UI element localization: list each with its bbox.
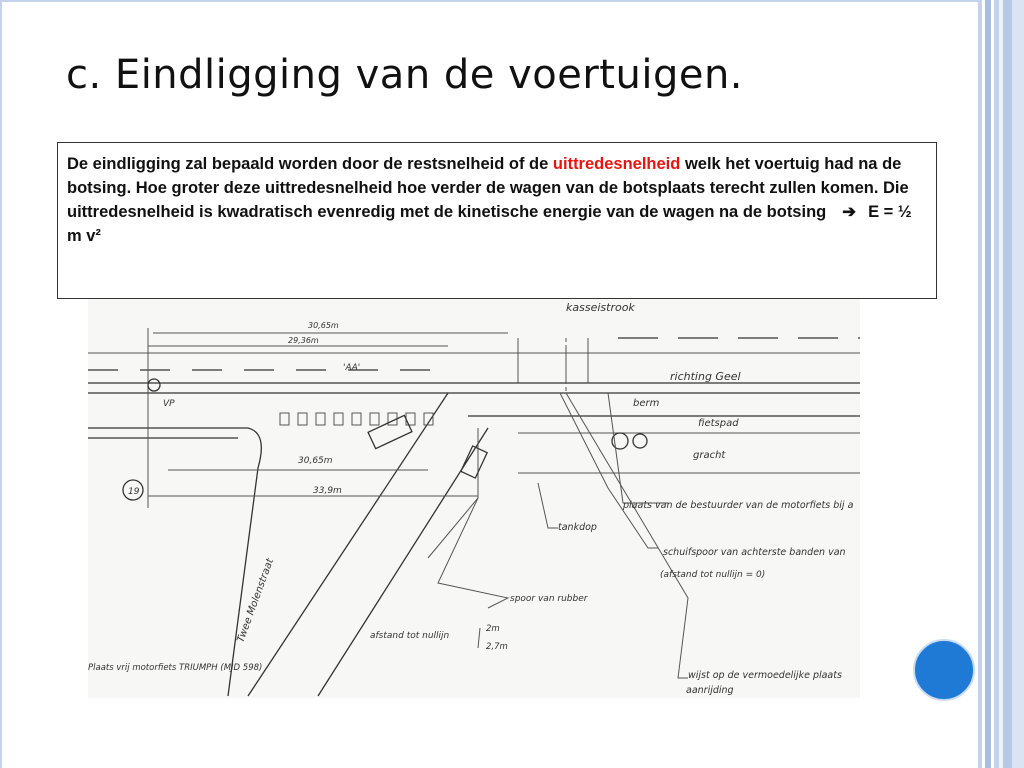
label-gracht: gracht [693, 450, 726, 461]
label-spoor-rubber: spoor van rubber [510, 594, 588, 604]
highlight-term: uittredesnelheid [552, 155, 681, 173]
label-27m: 2,7m [486, 642, 508, 652]
label-afstand-nul: (afstand tot nullijn = 0) [660, 570, 766, 580]
label-kasseistrook: kasseistrook [566, 301, 635, 314]
label-2m: 2m [486, 624, 500, 634]
border-stripe [1003, 0, 1012, 768]
accident-sketch [88, 298, 860, 698]
slide-title: c. Eindligging van de voertuigen. [66, 52, 744, 98]
label-aanrijding: aanrijding [686, 685, 734, 696]
label-dist1: 30,65m [298, 456, 333, 466]
label-nr: 19 [128, 487, 140, 497]
label-dist2: 33,9m [313, 486, 342, 496]
label-vp: VP [163, 399, 175, 409]
label-bestuurder: plaats van de bestuurder van de motorfiets bij a [623, 500, 854, 511]
nav-circle-button[interactable] [913, 639, 975, 701]
label-afstand-nullijn: afstand tot nullijn [370, 631, 450, 641]
body-text-part1: De eindligging zal bepaald worden door de restsnelheid of de [67, 155, 553, 173]
label-richting: richting Geel [670, 370, 741, 383]
label-fietspad: fietspad [698, 418, 739, 429]
label-wijst: wijst op de vermoedelijke plaats [688, 670, 842, 681]
body-text-part2: welk het voertuig had na de botsing. Hoe groter deze uittredesnelheid hoe verder de wagen van de botsplaats terecht zullen komen. Die uittredesnelheid is kwadratisch evenredig met de kinetische energie van de wagen na de botsing [67, 155, 909, 221]
label-tankdop: tankdop [558, 522, 597, 533]
label-straat: Twee Molenstraat [235, 557, 277, 645]
explanation-textbox [57, 142, 937, 299]
label-dist3: 30,65m [308, 321, 339, 330]
label-dist4: 29,36m [288, 336, 319, 345]
arrow-right-icon: ➔ [842, 203, 857, 221]
label-aa: 'AA' [343, 363, 361, 373]
formula: E = ½ m v² [67, 203, 912, 245]
label-berm: berm [633, 398, 660, 409]
border-stripe [1012, 0, 1024, 768]
label-schuifspoor: schuifspoor van achterste banden van [663, 547, 846, 558]
label-caption: Plaats vrij motorfiets TRIUMPH (MJD 598) [88, 663, 263, 673]
